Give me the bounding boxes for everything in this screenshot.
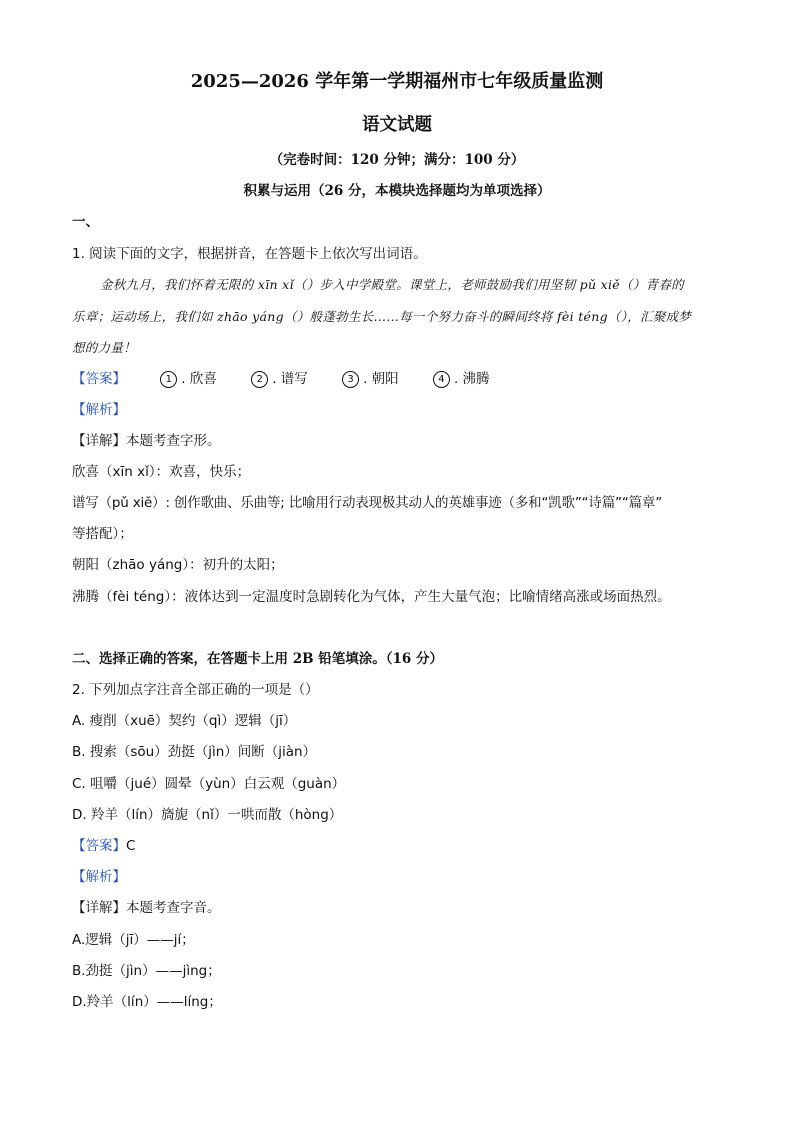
- answer-number-2: 2: [251, 371, 268, 388]
- answer-text-2: . 谱写: [272, 371, 308, 387]
- exam-info: （完卷时间：120 分钟；满分：100 分）: [269, 152, 525, 168]
- part2-heading: 二、选择正确的答案，在答题卡上用 2B 铅笔填涂。（16 分）: [72, 651, 443, 667]
- question-1: 1. 阅读下面的文字，根据拼音，在答题卡上依次写出词语。: [72, 246, 427, 262]
- explanation-3: 朝阳（zhāo yáng）：初升的太阳；: [72, 557, 284, 573]
- option-a: A. 瘦削（xuē）契约（qì）逻辑（jī）: [72, 713, 297, 729]
- passage-line-1: 金秋九月，我们怀着无限的 xīn xǐ（）步入中学殿堂。课堂上，老师鼓励我们用坚韧 pǔ xiě（）青春的: [100, 277, 684, 292]
- answer-number-3: 3: [342, 371, 359, 388]
- detail-row-1: [72, 431, 732, 451]
- detail-row-2: [72, 898, 732, 918]
- detail-label-2: 【详解】: [72, 900, 126, 916]
- analysis-label-2: 【解析】: [72, 869, 126, 885]
- answer-text-3: . 朝阳: [363, 371, 399, 387]
- answer-row-2: [72, 836, 732, 856]
- option-d: D. 羚羊（lín）旖旎（nǐ）一哄而散（hòng）: [72, 807, 343, 823]
- passage-line-3: 想的力量！: [72, 340, 137, 355]
- answer-value-2: C: [126, 838, 136, 854]
- subject-title: 语文试题: [362, 115, 432, 135]
- answer-label: 【答案】: [72, 371, 126, 387]
- analysis-label-1: 【解析】: [72, 402, 126, 418]
- answer-item-3: [342, 369, 399, 389]
- explanation-a: A.逻辑（jī）——jí；: [72, 932, 195, 948]
- explanation-b: B.劲挺（jìn）——jìng；: [72, 963, 221, 979]
- answer-item-4: [433, 369, 490, 389]
- answer-number-1: 1: [160, 371, 177, 388]
- answer-number-4: 4: [433, 371, 450, 388]
- section-title: 积累与运用（26 分，本模块选择题均为单项选择）: [243, 183, 551, 199]
- exam-title: 2025—2026 学年第一学期福州市七年级质量监测: [190, 71, 604, 92]
- explanation-2: 谱写（pǔ xiě）: 创作歌曲、乐曲等; 比喻用行动表现极其动人的英雄事迹（多和“凯歌”“诗篇”“篇章”: [72, 495, 663, 511]
- answer-text-1: . 欣喜: [181, 371, 217, 387]
- part1-heading: 一、: [72, 214, 99, 230]
- answer-label-2: 【答案】: [72, 838, 126, 854]
- answer-item-2: [251, 369, 308, 389]
- answer-text-4: . 沸腾: [453, 371, 490, 387]
- answer-item-1: [160, 369, 217, 389]
- question-2: 2. 下列加点字注音全部正确的一项是（）: [72, 682, 319, 698]
- explanation-d: D.羚羊（lín）——líng；: [72, 994, 222, 1010]
- detail-label-1: 【详解】: [72, 433, 126, 449]
- option-c: C. 咀嚼（jué）圆晕（yùn）白云观（guàn）: [72, 776, 346, 792]
- option-b: B. 搜索（sōu）劲挺（jìn）间断（jiàn）: [72, 744, 317, 760]
- detail-text-1: 本题考查字形。: [126, 433, 221, 449]
- explanation-2-cont: 等搭配）；: [72, 526, 133, 542]
- answer-row-1: [72, 369, 732, 389]
- passage-line-2: 乐章；运动场上，我们如 zhāo yáng（）般蓬勃生长……每一个努力奋斗的瞬间终将 fèi téng（），汇聚成梦: [72, 309, 692, 324]
- explanation-4: 沸腾（fèi téng）：液体达到一定温度时急剧转化为气体，产生大量气泡；比喻情绪高涨或场面热烈。: [72, 589, 671, 605]
- explanation-1: 欣喜（xīn xǐ）：欢喜，快乐；: [72, 464, 251, 480]
- detail-text-2: 本题考查字音。: [126, 900, 221, 916]
